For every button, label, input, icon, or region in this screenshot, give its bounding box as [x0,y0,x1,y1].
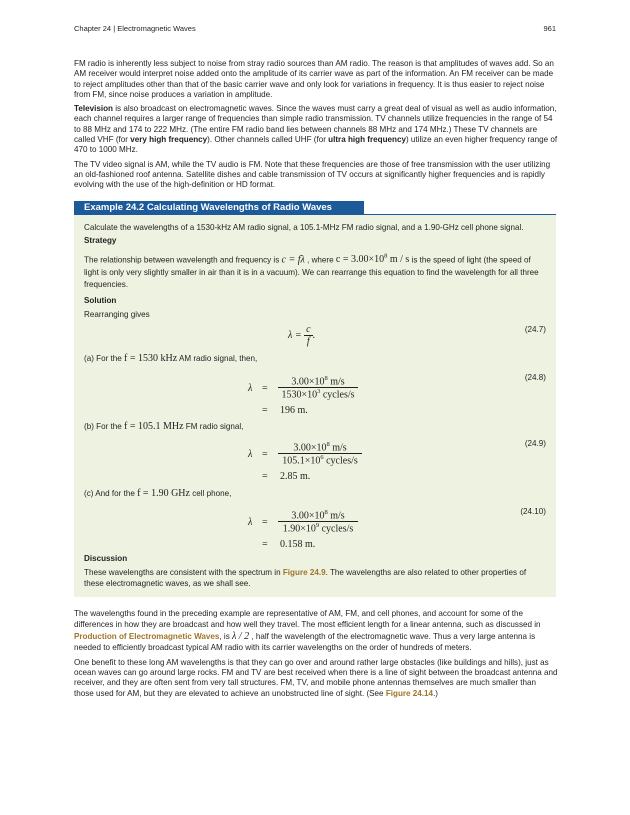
link-figure-24-9[interactable]: Figure 24.9 [282,568,326,578]
math-base: 3.00×10 [293,442,327,454]
text-segment: cell phone, [189,489,232,498]
example-content [84,223,546,324]
math-equals: = [262,471,268,482]
math-half-lambda: λ / 2 [232,630,250,642]
math-exponent: 8 [324,509,328,516]
math-period: . [312,329,316,341]
equation-number: (24.8) [524,373,546,382]
math-result: 0.158 m. [280,539,316,550]
text-segment: (c) And for the [84,489,138,498]
text-segment: is also broadcast on electromagnetic waves. Since the waves must carry a great deal of visual as well as audio information, each channel requires a larger range of frequencies than simple radio transmission. TV channels utilize frequencies in the range of 54 to 88 MHz and 174 to 222 MHz. (The entire FM radio band lies between channels 88 MHz and 174 MHz.) These TV channels are called VHF (for [74,104,557,145]
text-segment: , half the wavelength of the electromagnetic wave. Thus a very large antenna is needed to efficiently broadcast typical AM radio with its carrier wavelengths on the order of hundreds of meters. [74,631,536,653]
math-equals: = [262,449,268,460]
example-problem: Calculate the wavelengths of a 1530-kHz AM radio signal, a 105.1-MHz FM radio signal, and a 1.90-GHz cell phone signal. [84,223,524,232]
math-exponent: 8 [326,441,330,448]
math-unit: m/s [327,510,345,522]
math-equals: = [262,383,268,394]
text-segment: The relationship between wavelength and frequency is [84,254,282,264]
example-title: Example 24.2 Calculating Wavelengths of Radio Waves [74,201,364,215]
math-exponent: 9 [315,522,320,530]
text-segment: , where [304,254,336,264]
text-segment: ). Other channels called UHF (for [207,135,329,145]
math-unit: cycles/s [319,523,354,535]
equation-lambda [288,324,315,347]
math-base: c = 3.00×10 [335,253,385,265]
text-segment: The wavelengths found in the preceding example are representative of AM, FM, and cell phones, and account for some of the differences in how they are broadcast and how well they travel. The most efficient length for a linear antenna, such as discussed in [74,609,541,630]
math-unit: m / s [387,253,410,265]
fraction-b [278,441,362,467]
math-exponent: 6 [320,454,324,462]
fraction-denominator [278,388,358,400]
math-frequency-b: f = 105.1 MHz [124,421,184,432]
text-segment: One benefit to these long AM wavelengths is that they can go over and around rather large obstacles (like buildings and hills), just as ocean waves can go around large rocks. FM and TV are best received when there is a line of sight between the broadcast antenna and receiver, and they are often sent from very tall structures. FM, TV, and mobile phone antennas themselves are much smaller than those used for AM, but they are elevated to achieve an unobstructed line of sight. (See [74,657,558,698]
equation-number: (24.10) [520,507,546,516]
math-result: 196 m. [280,405,308,416]
example-box [74,215,556,597]
text-segment: (a) For the [84,354,125,363]
part-a-text [84,353,257,364]
equation-number: (24.7) [524,325,546,334]
intro-section [74,59,558,195]
discussion-section [84,554,546,593]
after-section [74,608,558,703]
fraction-denominator [278,454,362,466]
text-segment: is the speed of light (the speed of light is only very slightly smaller in air than it is in a vacuum). We can rearrange this equation to find the wavelength for all three frequencies. [84,254,539,290]
math-speed-of-light [336,254,409,265]
text-segment: ) utilize an even higher frequency range of 470 to 1000 MHz. [74,135,558,155]
text-segment: , is [219,631,233,641]
math-base: 105.1×10 [282,455,321,467]
text-segment: .) [433,688,439,698]
term-television: Television [74,104,113,114]
math-exponent: 3 [317,388,321,396]
text-segment: (b) For the [84,422,125,431]
math-lhs: λ = [288,329,302,341]
rearranging-text: Rearranging gives [84,310,150,319]
math-unit: cycles/s [323,455,358,467]
paragraph-am-benefits [74,658,558,699]
part-b-text [84,421,243,432]
strategy-text [84,251,546,292]
discussion-heading: Discussion [84,554,128,563]
text-segment: These wavelengths are consistent with the spectrum in [84,568,283,578]
math-unit: cycles/s [320,389,355,401]
math-c-f-lambda: c = fλ [281,253,305,265]
page-header [74,24,556,33]
math-equals: = [262,517,268,528]
math-equals: = [262,405,268,416]
fraction-denominator: f [306,336,310,347]
math-unit: m/s [329,442,347,454]
math-lhs: λ [248,449,253,460]
fraction-numerator [278,375,358,388]
math-frequency-a: f = 1530 kHz [124,353,178,364]
math-lhs: λ [248,383,253,394]
paragraph-television [74,104,558,155]
math-lhs: λ [248,517,253,528]
link-production-em-waves[interactable]: Production of Electromagnetic Waves [74,631,220,641]
text-segment: AM radio signal, then, [177,354,258,363]
chapter-title: Chapter 24 | Electromagnetic Waves [74,24,196,33]
fraction-denominator [278,522,358,534]
text-segment: FM radio signal, [183,422,244,431]
math-unit: m/s [327,376,345,388]
fraction-numerator [278,441,362,454]
term-vhf: very high frequency [130,135,208,145]
paragraph-fm-noise: FM radio is inherently less subject to noise from stray radio sources than AM radio. The reason is that amplitudes of waves add. So an AM receiver would interpret noise added onto the amplitude of its carrier wave as part of the information. An FM receiver can be made to reject amplitudes other than that of the basic carrier wave and only look for variations in frequency. It is thus easier to reject noise from FM, since noise produces a variation in amplitude. [74,59,554,99]
link-figure-24-14[interactable]: Figure 24.14 [385,688,434,698]
math-base: 3.00×10 [291,510,325,522]
math-exponent: 8 [384,252,388,260]
math-base: 1.90×10 [282,523,316,535]
math-base: 3.00×10 [291,376,325,388]
math-exponent: 8 [324,375,328,382]
equation-number: (24.9) [524,439,546,448]
fraction-c [278,509,358,535]
solution-heading: Solution [84,295,117,305]
math-frequency-c: f = 1.90 GHz [137,488,190,499]
math-base: 1530×10 [281,389,318,401]
paragraph-antenna [74,608,558,654]
fraction-numerator: c [306,324,311,335]
paragraph-tv-signal: The TV video signal is AM, while the TV audio is FM. Note that these frequencies are those of free transmission with the user utilizing an old-fashioned roof antenna. Satellite dishes and cable transmission of TV occurs at significantly higher frequencies and is rapidly evolving with the use of the high-definition or HD format. [74,159,551,190]
part-c-text [84,488,231,499]
fraction-a [278,375,358,401]
math-result: 2.85 m. [280,471,311,482]
text-segment: . The wavelengths are also related to other properties of these electromagnetic waves, as we shall see. [84,568,527,588]
page-number: 961 [543,24,556,33]
strategy-heading: Strategy [84,236,117,246]
math-equals: = [262,539,268,550]
fraction-numerator [278,509,358,522]
discussion-text [84,568,546,589]
term-uhf: ultra high frequency [328,135,406,145]
fraction-c-over-f [304,324,312,347]
